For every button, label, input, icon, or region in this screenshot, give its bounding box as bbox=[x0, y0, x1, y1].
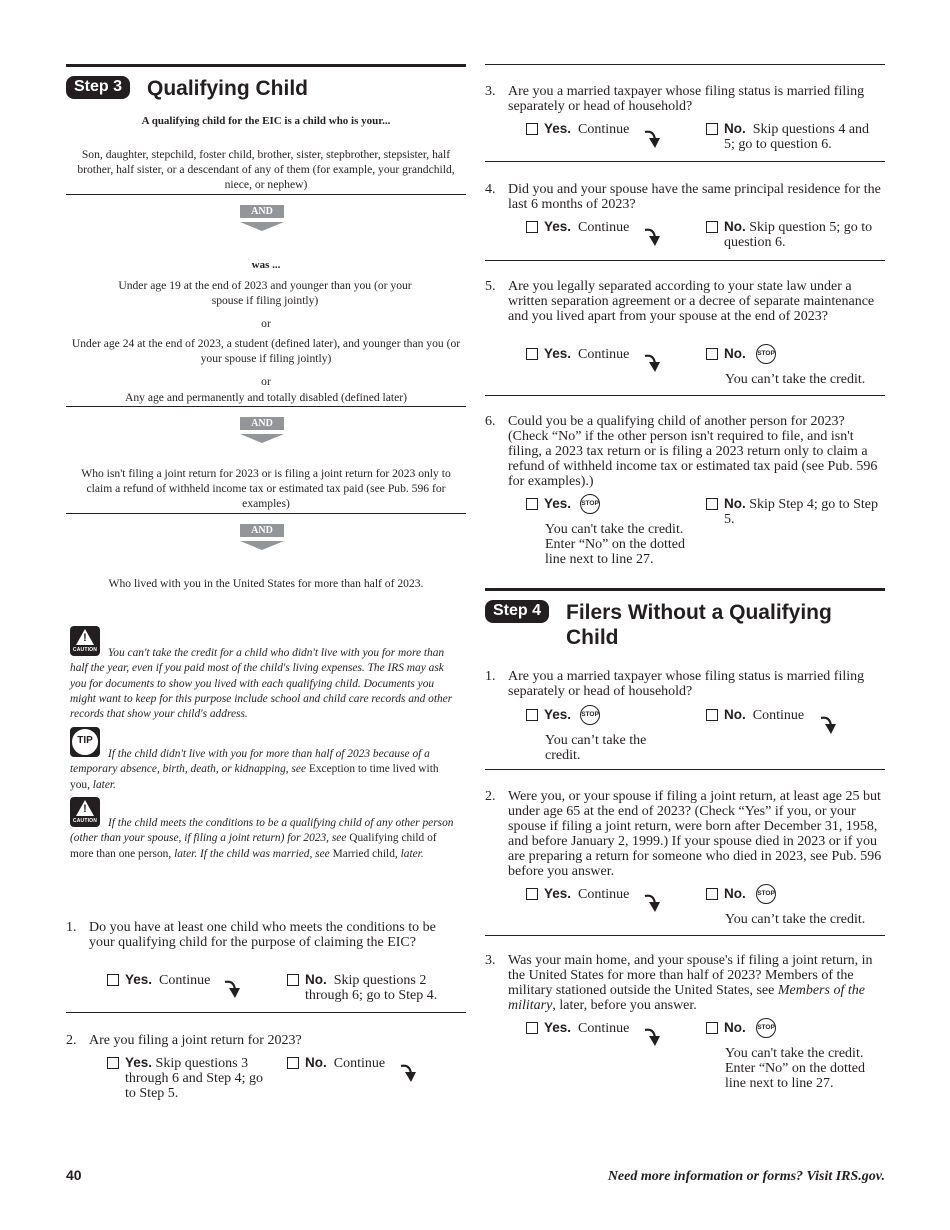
page-number: 40 bbox=[66, 1167, 82, 1183]
question-number: 2. bbox=[66, 1033, 77, 1048]
no-option-text: You can’t take the credit. bbox=[725, 912, 866, 927]
stop-icon: STOP bbox=[580, 705, 600, 725]
or-label: or bbox=[261, 317, 271, 330]
yes-option: Yes. Continue bbox=[544, 121, 630, 137]
yes-option: Yes. Continue bbox=[544, 219, 630, 235]
no-option: No. Skip questions 4 and 5; go to question 6. bbox=[724, 121, 870, 152]
continue-arrow-icon bbox=[642, 890, 664, 916]
yes-option: Yes. Continue bbox=[544, 886, 630, 902]
yes-checkbox[interactable] bbox=[526, 498, 538, 510]
question-number: 1. bbox=[66, 920, 77, 935]
question-4-text: Did you and your spouse have the same principal residence for the last 6 months of 2023? bbox=[508, 182, 881, 212]
no-option: No. bbox=[724, 1020, 746, 1035]
divider bbox=[485, 395, 885, 396]
or-label: or bbox=[261, 375, 271, 388]
question-number: 6. bbox=[485, 414, 496, 429]
yes-option: Yes. Continue bbox=[125, 972, 211, 988]
yes-checkbox[interactable] bbox=[107, 1057, 119, 1069]
question-6-text: Could you be a qualifying child of another person for 2023? (Check “No” if the other person isn't required to file, and isn't filing, a 2023 tax return or is filing a 2023 return only to claim a refund of withheld income tax or estimated tax paid (see Pub. 596 for examples).) bbox=[508, 414, 878, 489]
continue-arrow-icon bbox=[222, 976, 244, 1002]
step3-title: Qualifying Child bbox=[147, 77, 308, 100]
down-arrow-icon bbox=[240, 222, 284, 231]
yes-checkbox[interactable] bbox=[107, 974, 119, 986]
step4-badge: Step 4 bbox=[485, 600, 549, 623]
and-connector: AND bbox=[240, 417, 284, 430]
tip-icon: TIP bbox=[70, 727, 100, 757]
footer-link-text: Need more information or forms? Visit IRS.gov. bbox=[607, 1169, 885, 1184]
caution-icon: ! CAUTION bbox=[70, 626, 100, 656]
continue-arrow-icon bbox=[642, 350, 664, 376]
yes-checkbox[interactable] bbox=[526, 123, 538, 135]
caution-note-2: If the child meets the conditions to be a qualifying child of any other person (other than your spouse, if filing a joint return) for 2023, see Qualifying child of more than one person, later. If the child was married, see Married child, later. bbox=[70, 817, 454, 860]
divider bbox=[485, 769, 885, 770]
yes-option: Yes. Skip questions 3 through 6 and Step 4; go to Step 5. bbox=[125, 1055, 264, 1101]
and-connector: AND bbox=[240, 205, 284, 218]
question-5-text: Are you legally separated according to your state law under a written separation agreement or a decree of separate maintenance and you lived apart from your spouse at the end of 2023? bbox=[508, 279, 875, 324]
question-3-text: Are you a married taxpayer whose filing status is married filing separately or head of household? bbox=[508, 84, 865, 114]
yes-option: Yes. bbox=[544, 496, 572, 511]
no-checkbox[interactable] bbox=[706, 709, 718, 721]
no-option: No. Skip question 5; go to question 6. bbox=[724, 219, 873, 250]
top-rule-right bbox=[485, 64, 885, 65]
divider bbox=[485, 935, 885, 936]
step4-question-3-text: Was your main home, and your spouse's if filing a joint return, in the United States for more than half of 2023? Members of the military stationed outside the United States, see Members of the military, later, before you answer. bbox=[508, 953, 873, 1013]
down-arrow-icon bbox=[240, 541, 284, 550]
divider bbox=[66, 513, 466, 514]
no-option: No. Skip Step 4; go to Step 5. bbox=[724, 496, 878, 527]
yes-checkbox[interactable] bbox=[526, 348, 538, 360]
residency-test: Who lived with you in the United States for more than half of 2023. bbox=[108, 577, 424, 590]
no-checkbox[interactable] bbox=[706, 498, 718, 510]
qualifying-child-intro: A qualifying child for the EIC is a child who is your... bbox=[141, 115, 391, 127]
divider bbox=[485, 161, 885, 162]
no-option: No. Continue bbox=[305, 1055, 386, 1071]
question-number: 5. bbox=[485, 279, 496, 294]
question-number: 1. bbox=[485, 669, 496, 684]
stop-icon: STOP bbox=[756, 884, 776, 904]
question-1-text: Do you have at least one child who meets the conditions to be your qualifying child for the purpose of claiming the EIC? bbox=[89, 920, 436, 950]
divider bbox=[66, 194, 466, 195]
step3-badge: Step 3 bbox=[66, 76, 130, 99]
question-2-text: Are you filing a joint return for 2023? bbox=[89, 1033, 302, 1048]
yes-checkbox[interactable] bbox=[526, 221, 538, 233]
divider bbox=[485, 260, 885, 261]
age-test-2: Under age 24 at the end of 2023, a student (defined later), and younger than you (or your spouse if filing jointly) bbox=[71, 337, 461, 365]
step4-rule bbox=[485, 588, 885, 591]
no-checkbox[interactable] bbox=[706, 1022, 718, 1034]
no-option: No. bbox=[724, 886, 746, 901]
top-rule-left bbox=[66, 64, 466, 67]
stop-icon: STOP bbox=[756, 344, 776, 364]
no-option: No. Skip questions 2 through 6; go to Step 4. bbox=[305, 972, 438, 1003]
joint-return-test: Who isn't filing a joint return for 2023 or is filing a joint return for 2023 only to claim a refund of withheld income tax or estimated tax paid (see Pub. 596 for examples) bbox=[81, 467, 451, 510]
no-option-text: You can't take the credit. Enter “No” on the dotted line next to line 27. bbox=[725, 1046, 865, 1091]
no-checkbox[interactable] bbox=[287, 974, 299, 986]
question-number: 3. bbox=[485, 953, 496, 968]
yes-checkbox[interactable] bbox=[526, 1022, 538, 1034]
no-checkbox[interactable] bbox=[287, 1057, 299, 1069]
question-number: 2. bbox=[485, 789, 496, 804]
continue-arrow-icon bbox=[398, 1060, 420, 1086]
continue-arrow-icon bbox=[642, 1024, 664, 1050]
yes-checkbox[interactable] bbox=[526, 888, 538, 900]
caution-icon: ! CAUTION bbox=[70, 797, 100, 827]
yes-option: Yes. Continue bbox=[544, 1020, 630, 1036]
no-checkbox[interactable] bbox=[706, 123, 718, 135]
yes-option-text: You can’t take the credit. bbox=[545, 733, 647, 763]
yes-option: Yes. bbox=[544, 707, 572, 722]
step4-question-1-text: Are you a married taxpayer whose filing status is married filing separately or head of household? bbox=[508, 669, 865, 699]
stop-icon: STOP bbox=[756, 1018, 776, 1038]
question-number: 3. bbox=[485, 84, 496, 99]
and-connector: AND bbox=[240, 524, 284, 537]
stop-icon: STOP bbox=[580, 494, 600, 514]
was-label: was ... bbox=[251, 259, 281, 271]
no-option-text: You can’t take the credit. bbox=[725, 372, 866, 387]
down-arrow-icon bbox=[240, 434, 284, 443]
no-checkbox[interactable] bbox=[706, 221, 718, 233]
no-checkbox[interactable] bbox=[706, 888, 718, 900]
caution-note-1: You can't take the credit for a child who didn't live with you for more than half the year, even if you paid most of the child's living expenses. The IRS may ask you for documents to show you lived with each qualifying child. Documents you might want to keep for this purpose include school and child care records and other records that show your child's address. bbox=[70, 647, 453, 721]
yes-checkbox[interactable] bbox=[526, 709, 538, 721]
continue-arrow-icon bbox=[642, 126, 664, 152]
step4-title: Filers Without a Qualifying Child bbox=[566, 601, 832, 649]
relationship-test: Son, daughter, stepchild, foster child, brother, sister, stepbrother, stepsister, half brother, half sister, or a descendant of any of them (for example, your grandchild, niece, or nephew) bbox=[77, 148, 455, 191]
no-checkbox[interactable] bbox=[706, 348, 718, 360]
divider bbox=[66, 406, 466, 407]
question-number: 4. bbox=[485, 182, 496, 197]
yes-option: Yes. Continue bbox=[544, 346, 630, 362]
step4-question-2-text: Were you, or your spouse if filing a joint return, at least age 25 but under age 65 at the end of 2023? (Check “Yes” if you, or your spouse if filing a joint return, were born after December 31, 1958, and before January 2, 1999.) If your spouse died in 2023 or if you are preparing a return for someone who died in 2023, see Pub. 596 before you answer. bbox=[508, 789, 882, 879]
age-test-3: Any age and permanently and totally disabled (defined later) bbox=[124, 391, 407, 404]
no-option: No. Continue bbox=[724, 707, 805, 723]
tip-note: If the child didn't live with you for more than half of 2023 because of a temporary absence, birth, death, or kidnapping, see Exception to time lived with you, later. bbox=[70, 748, 439, 791]
age-test-1: Under age 19 at the end of 2023 and younger than you (or your spouse if filing jointly) bbox=[118, 279, 412, 307]
divider bbox=[66, 1012, 466, 1013]
yes-option-text: You can't take the credit. Enter “No” on the dotted line next to line 27. bbox=[545, 522, 685, 567]
continue-arrow-icon bbox=[642, 224, 664, 250]
no-option: No. bbox=[724, 346, 746, 361]
continue-arrow-icon bbox=[818, 712, 840, 738]
